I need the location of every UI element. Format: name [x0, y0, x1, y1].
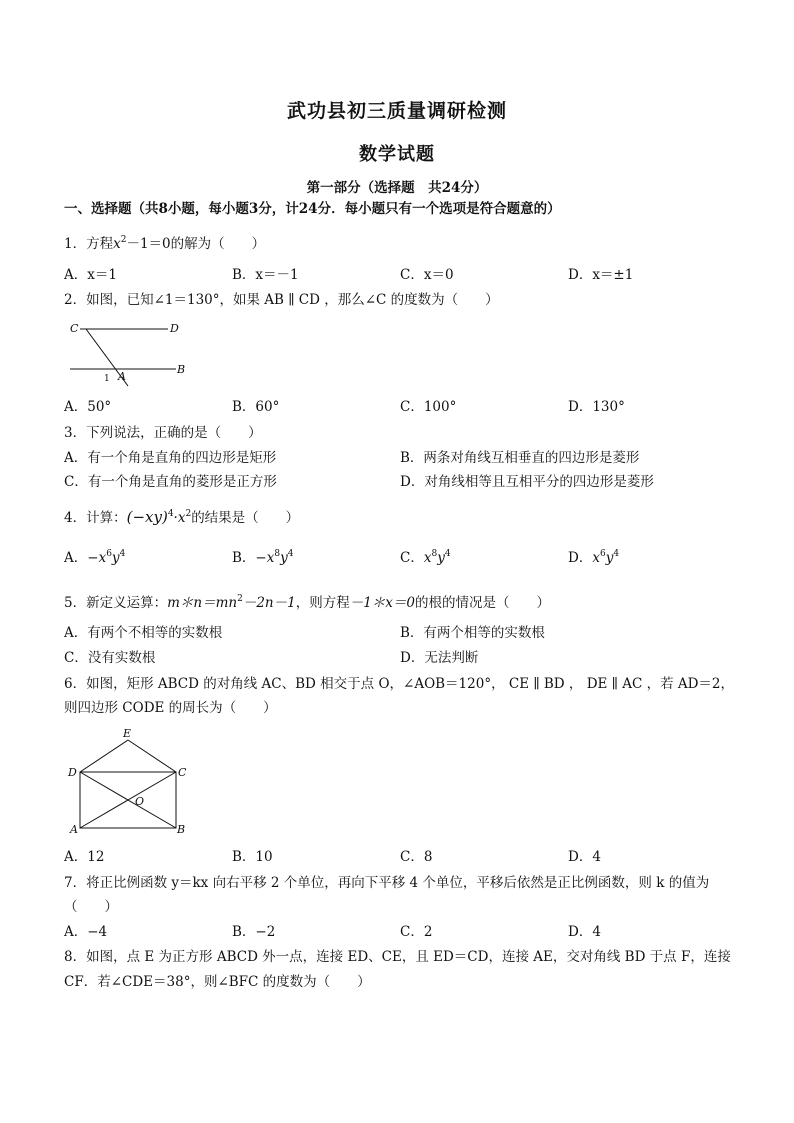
segment-de: [80, 740, 128, 772]
question-4-stem: 4．计算：$(-xy)^4\cdot x^2$的结果是（ ）: [64, 508, 300, 526]
question-5-option-b[interactable]: B．有两个相等的实数根: [400, 625, 545, 641]
exam-subject: 数学试题: [359, 144, 435, 165]
question-2-stem: 2．如图，已知∠1＝130°，如果 AB ∥ CD ，那么∠C 的度数为（ ）: [64, 292, 499, 308]
question-3-option-a[interactable]: A．有一个角是直角的四边形是矩形: [64, 450, 277, 466]
question-1-stem: 1．方程$x^2-1=0$的解为（ ）: [64, 235, 266, 252]
question-6-stem-line-2: 则四边形 CODE 的周长为（ ）: [64, 700, 277, 716]
question-1-option-a[interactable]: A．x＝1: [64, 267, 117, 283]
label-a: A: [118, 370, 126, 383]
label-o: O: [135, 795, 145, 808]
question-2-option-c[interactable]: C．100°: [400, 399, 457, 415]
question-4-option-c[interactable]: C．$x^8y^4$: [400, 549, 451, 566]
question-7-stem-line-1: 7．将正比例函数 y＝kx 向右平移 2 个单位，再向下平移 4 个单位，平移后依然是正比例函数，则 k 的值为: [64, 875, 710, 891]
question-6-option-b[interactable]: B．10: [232, 849, 273, 865]
question-5-option-a[interactable]: A．有两个不相等的实数根: [64, 625, 223, 641]
question-6-option-a[interactable]: A．12: [64, 849, 105, 865]
question-7-option-b[interactable]: B．−2: [232, 924, 276, 940]
label-angle-1: 1: [104, 374, 110, 384]
question-7-stem-line-2: （ ）: [64, 899, 118, 915]
question-8-stem-line-2: CF．若∠CDE＝38°，则∠BFC 的度数为（ ）: [64, 974, 371, 990]
question-2-figure: [64, 318, 204, 390]
question-3-option-b[interactable]: B．两条对角线互相垂直的四边形是菱形: [400, 450, 640, 466]
label-b: B: [177, 823, 186, 836]
segment-ce: [128, 740, 176, 772]
label-c: C: [178, 766, 187, 779]
section-heading: 一、选择题（共8小题，每小题3分，计24分．每小题只有一个选项是符合题意的）: [64, 201, 561, 217]
question-2-option-b[interactable]: B．60°: [232, 399, 280, 415]
label-e: E: [123, 727, 132, 740]
exam-title: 武功县初三质量调研检测: [286, 100, 507, 122]
label-d: D: [68, 766, 77, 779]
label-a: A: [70, 823, 78, 836]
question-2-option-d[interactable]: D．130°: [568, 399, 625, 415]
question-4-option-a[interactable]: A．$-x^6y^4$: [64, 549, 126, 566]
question-5-option-d[interactable]: D．无法判断: [400, 650, 479, 666]
label-d: D: [170, 322, 179, 335]
question-3-stem: 3．下列说法，正确的是（ ）: [64, 425, 262, 441]
part-heading: 第一部分（选择题 共24分）: [306, 180, 488, 196]
question-3-option-d[interactable]: D．对角线相等且互相平分的四边形是菱形: [400, 474, 654, 490]
question-3-option-c[interactable]: C．有一个角是直角的菱形是正方形: [64, 474, 277, 490]
question-7-option-d[interactable]: D．4: [568, 924, 601, 940]
question-1-option-c[interactable]: C．x＝0: [400, 267, 454, 283]
question-7-option-a[interactable]: A．−4: [64, 924, 108, 940]
question-6-option-d[interactable]: D．4: [568, 849, 601, 865]
question-6-option-c[interactable]: C．8: [400, 849, 433, 865]
question-6-stem-line-1: 6．如图，矩形 ABCD 的对角线 AC、BD 相交于点 O，∠AOB＝120°， CE ∥ BD ， DE ∥ AC ，若 AD＝2，: [64, 676, 735, 692]
question-7-option-c[interactable]: C．2: [400, 924, 433, 940]
question-4-option-b[interactable]: B．$-x^8y^4$: [232, 549, 294, 566]
label-c: C: [70, 322, 79, 335]
question-8-stem-line-1: 8．如图，点 E 为正方形 ABCD 外一点，连接 ED、CE，且 ED＝CD，连接 AE，交对角线 BD 于点 F，连接: [64, 949, 731, 965]
question-1-option-b[interactable]: B．x＝－1: [232, 267, 299, 283]
question-5-option-c[interactable]: C．没有实数根: [64, 650, 156, 666]
question-6-figure: [64, 726, 194, 838]
question-2-option-a[interactable]: A．50°: [64, 399, 112, 415]
question-4-option-d[interactable]: D．$x^6y^4$: [568, 549, 620, 566]
question-1-option-d[interactable]: D．x＝±1: [568, 267, 634, 283]
label-b: B: [177, 363, 186, 376]
question-5-stem: 5．新定义运算：$m*n=mn^2-2n-1$，则方程－1＊x＝0的根的情况是（ ）: [64, 594, 550, 611]
